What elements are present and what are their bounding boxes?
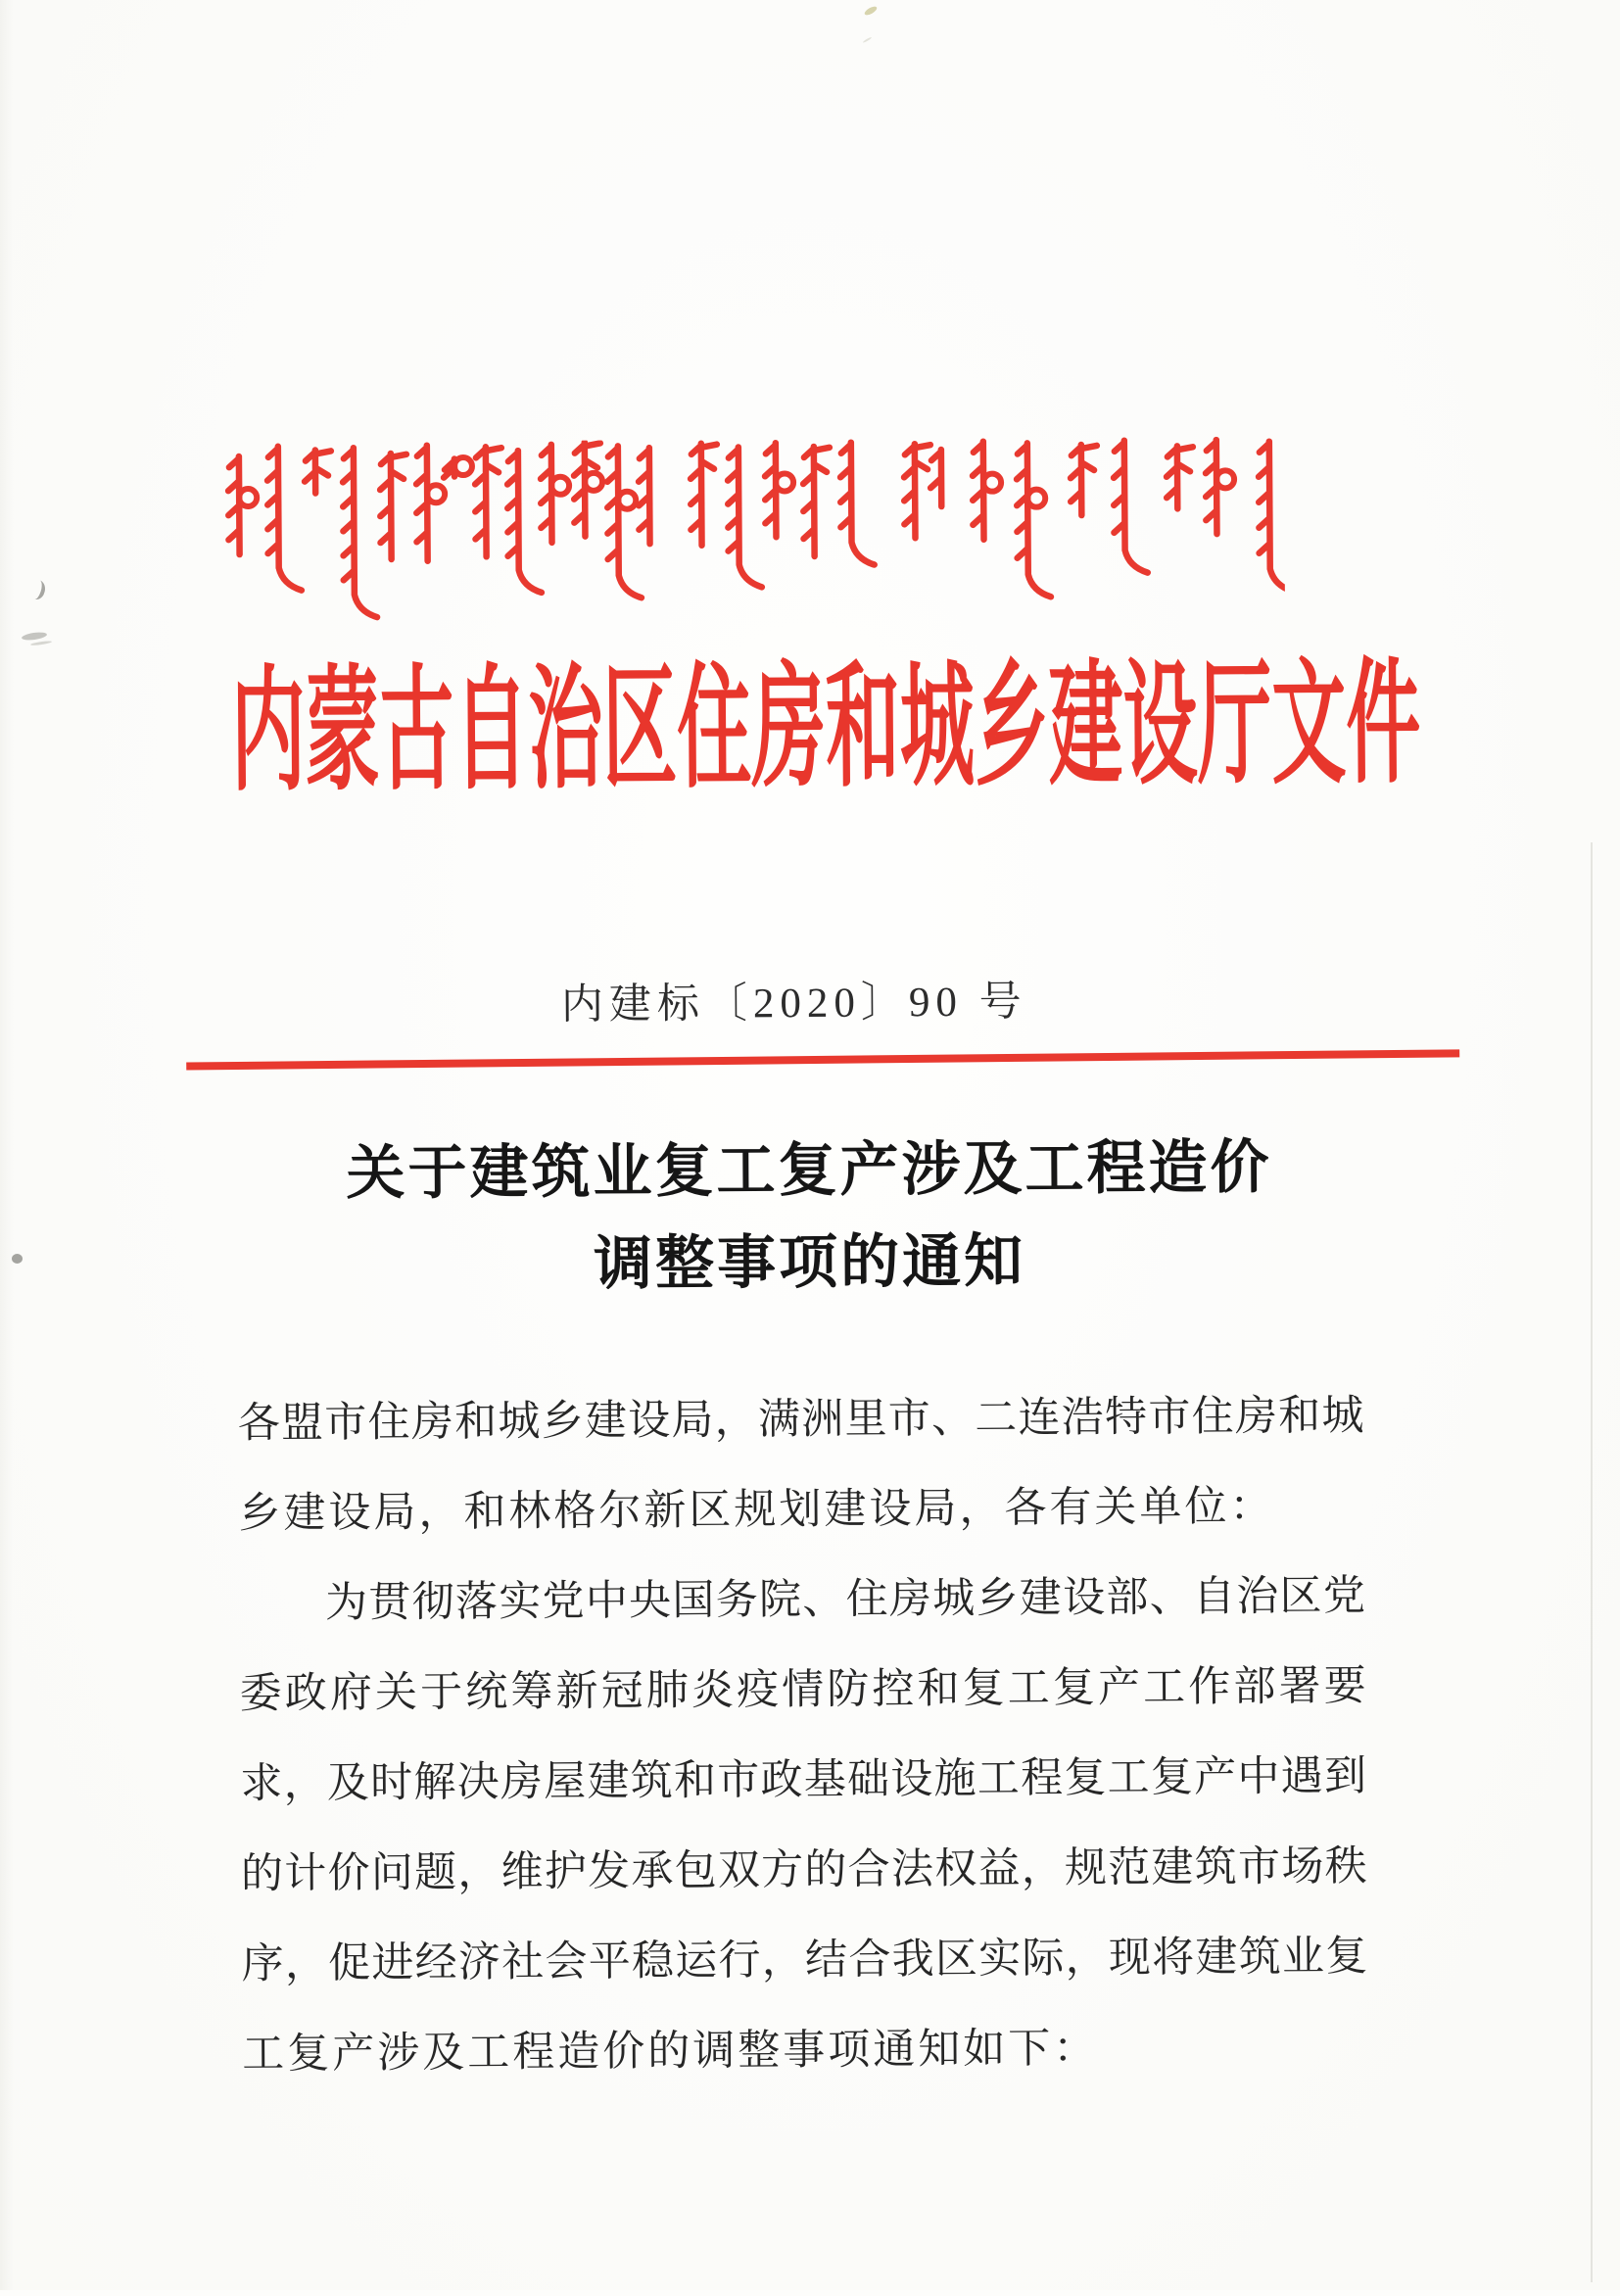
body-char: 济 bbox=[457, 1939, 501, 1986]
body-char: 浩 bbox=[1061, 1394, 1104, 1442]
body-char: 建 bbox=[1195, 1934, 1238, 1982]
body-char: 范 bbox=[1108, 1844, 1151, 1891]
body-char: ， bbox=[1021, 1845, 1064, 1892]
subject-title-line2: 调整事项的通知 bbox=[593, 1227, 1026, 1297]
body-char: 洲 bbox=[801, 1396, 844, 1444]
body-char: 于 bbox=[420, 1669, 463, 1716]
mongolian-script-glyphs bbox=[202, 436, 1285, 625]
body-char: 市 bbox=[324, 1400, 367, 1447]
body-line bbox=[241, 1912, 1368, 2010]
body-char: 国 bbox=[672, 1577, 715, 1624]
body-char: 、 bbox=[1149, 1574, 1192, 1621]
body-char: 二 bbox=[975, 1395, 1018, 1442]
body-char: 满 bbox=[757, 1397, 801, 1444]
body-text bbox=[237, 1371, 1368, 2100]
body-char: 、 bbox=[802, 1576, 845, 1624]
body-char: 经 bbox=[414, 1939, 457, 1986]
body-char: 平 bbox=[588, 1938, 631, 1985]
body-line bbox=[239, 1552, 1366, 1650]
body-char: 房 bbox=[410, 1399, 454, 1446]
body-char: 屋 bbox=[544, 1758, 587, 1805]
body-line bbox=[237, 1371, 1364, 1469]
body-char: 稳 bbox=[631, 1937, 675, 1985]
body-char: 央 bbox=[628, 1578, 672, 1625]
body-char: 住 bbox=[367, 1399, 410, 1447]
body-char: 计 bbox=[284, 1850, 327, 1897]
body-char: 自 bbox=[1192, 1573, 1236, 1621]
body-char: 到 bbox=[1323, 1753, 1367, 1800]
body-char: ， bbox=[284, 1940, 328, 1987]
subject-title-line1: 关于建筑业复工复产涉及工程造价 bbox=[346, 1133, 1272, 1207]
body-char: 委 bbox=[239, 1670, 282, 1718]
body-char: 炎 bbox=[691, 1667, 735, 1714]
body-char: 房 bbox=[500, 1758, 544, 1806]
body-char: 乡 bbox=[541, 1398, 584, 1445]
body-char: 政 bbox=[284, 1670, 328, 1717]
body-char: 工 bbox=[977, 1755, 1021, 1802]
body-char: 业 bbox=[1281, 1934, 1325, 1981]
body-line bbox=[240, 1732, 1367, 1830]
body-char: 为 bbox=[324, 1580, 368, 1627]
body-char: ， bbox=[283, 1760, 326, 1807]
body-char: 场 bbox=[1281, 1843, 1324, 1890]
body-char: 际 bbox=[1022, 1936, 1065, 1983]
subject-title bbox=[1, 1119, 1618, 1315]
body-char: 解 bbox=[413, 1759, 456, 1806]
body-char: 益 bbox=[977, 1845, 1021, 1892]
body-char: 里 bbox=[844, 1396, 887, 1443]
body-line bbox=[239, 1642, 1366, 1740]
body-char: 党 bbox=[542, 1578, 585, 1625]
body-char: 房 bbox=[888, 1576, 932, 1623]
body-char: 实 bbox=[977, 1936, 1022, 1983]
body-char: 、 bbox=[930, 1395, 975, 1443]
body-char: 及 bbox=[326, 1760, 370, 1807]
body-char: 局 bbox=[671, 1397, 714, 1444]
body-char: 院 bbox=[758, 1577, 802, 1624]
body-char: 筑 bbox=[630, 1757, 673, 1805]
body-char: 程 bbox=[1020, 1755, 1064, 1802]
org-title bbox=[230, 649, 1421, 808]
body-char: 产 bbox=[1194, 1753, 1237, 1801]
body-char: 价 bbox=[327, 1850, 370, 1897]
body-char: 情 bbox=[782, 1666, 825, 1714]
org-title-text: 内蒙古自治区住房和城乡建设厅文件 bbox=[230, 649, 1421, 808]
body-char: 促 bbox=[328, 1940, 371, 1987]
body-char: 建 bbox=[1151, 1844, 1194, 1891]
body-char: 结 bbox=[804, 1937, 848, 1985]
body-char: 序 bbox=[241, 1940, 284, 1988]
body-char: 政 bbox=[760, 1757, 803, 1804]
body-char: 住 bbox=[1191, 1393, 1234, 1441]
body-char: 双 bbox=[717, 1847, 761, 1894]
body-char: 房 bbox=[1234, 1393, 1278, 1440]
body-char: 作 bbox=[1188, 1664, 1231, 1711]
body-char: 复 bbox=[1064, 1754, 1107, 1802]
body-char: 工 bbox=[1143, 1664, 1186, 1711]
body-char: 市 bbox=[717, 1757, 760, 1804]
body-char: 遇 bbox=[1280, 1753, 1323, 1800]
body-char: 和 bbox=[673, 1757, 717, 1804]
body-char: 权 bbox=[934, 1845, 977, 1893]
body-char: 各 bbox=[237, 1400, 280, 1448]
body-char: 题 bbox=[413, 1849, 457, 1896]
body-char: 运 bbox=[675, 1937, 718, 1985]
body-char: 中 bbox=[1237, 1753, 1280, 1800]
body-char: 现 bbox=[1108, 1935, 1152, 1982]
body-char: 社 bbox=[501, 1938, 545, 1986]
body-char: 秩 bbox=[1324, 1843, 1367, 1890]
body-char: 统 bbox=[465, 1669, 508, 1716]
body-char: 法 bbox=[890, 1846, 934, 1893]
body-char: 肺 bbox=[645, 1667, 689, 1715]
body-char: 复 bbox=[1325, 1934, 1368, 1981]
body-char: 特 bbox=[1104, 1394, 1148, 1441]
body-char: 区 bbox=[1279, 1573, 1322, 1620]
body-char: 我 bbox=[891, 1937, 934, 1984]
body-char: 冠 bbox=[600, 1668, 643, 1715]
body-char: 区 bbox=[934, 1936, 978, 1984]
body-char: 城 bbox=[932, 1575, 976, 1623]
body-char: 设 bbox=[890, 1756, 933, 1803]
body-char: 和 bbox=[453, 1399, 498, 1446]
body-char: 承 bbox=[631, 1847, 674, 1895]
body-char: ， bbox=[1065, 1935, 1108, 1983]
body-char: 行 bbox=[718, 1937, 761, 1985]
body-char: 问 bbox=[370, 1849, 413, 1897]
body-char: 设 bbox=[628, 1398, 671, 1445]
body-char: 筑 bbox=[1194, 1843, 1237, 1891]
body-char: 建 bbox=[1019, 1575, 1062, 1622]
body-char: 求 bbox=[240, 1760, 283, 1808]
body-char: 时 bbox=[369, 1759, 413, 1807]
body-line: 工复产涉及工程造价的调整事项通知如下： bbox=[242, 2025, 1099, 2079]
body-char: 筑 bbox=[1238, 1934, 1281, 1981]
body-char: ， bbox=[714, 1397, 757, 1444]
body-char: 落 bbox=[454, 1579, 499, 1626]
body-char: 复 bbox=[962, 1665, 1005, 1712]
body-char: 署 bbox=[1278, 1663, 1321, 1710]
body-char: 维 bbox=[500, 1848, 544, 1896]
body-char: ， bbox=[457, 1849, 500, 1896]
body-char: 城 bbox=[1321, 1393, 1364, 1440]
body-char: 中 bbox=[585, 1578, 629, 1625]
body-char: 关 bbox=[374, 1669, 418, 1717]
scan-edge-line bbox=[1591, 842, 1593, 2282]
body-char: 复 bbox=[1052, 1664, 1096, 1712]
body-char: 新 bbox=[555, 1668, 598, 1715]
body-char: 合 bbox=[847, 1846, 890, 1893]
body-char: 会 bbox=[545, 1938, 588, 1985]
body-char: 设 bbox=[1062, 1574, 1106, 1622]
body-char: 建 bbox=[584, 1398, 628, 1445]
body-char: 的 bbox=[240, 1850, 284, 1898]
body-char: 党 bbox=[1322, 1573, 1366, 1620]
body-char: 将 bbox=[1152, 1935, 1195, 1982]
body-char: 产 bbox=[1097, 1664, 1141, 1711]
body-char: 工 bbox=[1007, 1665, 1050, 1712]
body-line: 乡建设局，和林格尔新区规划建设局，各有关单位： bbox=[238, 1483, 1275, 1538]
body-char: 础 bbox=[846, 1756, 890, 1803]
body-char: 进 bbox=[371, 1939, 414, 1987]
body-line bbox=[241, 1822, 1368, 1920]
body-char: 施 bbox=[933, 1755, 977, 1803]
body-char: 工 bbox=[1107, 1754, 1150, 1801]
body-char: 合 bbox=[848, 1937, 891, 1984]
body-char: 盟 bbox=[280, 1400, 324, 1447]
body-char: ， bbox=[761, 1937, 804, 1985]
red-divider-rule bbox=[186, 1049, 1459, 1070]
body-char: 乡 bbox=[976, 1575, 1019, 1622]
body-char: 筹 bbox=[510, 1668, 553, 1716]
body-char: 市 bbox=[1237, 1843, 1281, 1890]
body-char: 决 bbox=[456, 1759, 500, 1806]
doc-number: 内建标〔2020〕90 号 bbox=[560, 979, 1027, 1028]
body-char: 规 bbox=[1064, 1844, 1108, 1892]
body-char: 市 bbox=[1148, 1394, 1191, 1441]
scan-artifact-dot bbox=[12, 1254, 23, 1264]
body-char: 要 bbox=[1323, 1663, 1366, 1710]
body-char: 部 bbox=[1233, 1663, 1276, 1710]
body-char: 的 bbox=[804, 1846, 847, 1894]
body-char: 护 bbox=[544, 1848, 588, 1895]
mongolian-script-banner bbox=[202, 436, 1285, 625]
body-char: 务 bbox=[715, 1577, 758, 1624]
body-char: 包 bbox=[674, 1847, 717, 1894]
body-char: 疫 bbox=[736, 1667, 780, 1714]
body-char: 城 bbox=[498, 1398, 541, 1446]
body-char: 市 bbox=[887, 1396, 930, 1443]
body-char: 彻 bbox=[411, 1579, 454, 1626]
body-char: 治 bbox=[1236, 1573, 1279, 1620]
body-char: 基 bbox=[803, 1756, 846, 1804]
body-char: 控 bbox=[872, 1666, 915, 1713]
body-char: 复 bbox=[1150, 1754, 1194, 1801]
body-char: 建 bbox=[587, 1758, 630, 1805]
body-char: 实 bbox=[499, 1578, 542, 1626]
body-char: 连 bbox=[1018, 1395, 1061, 1442]
body-char: 府 bbox=[329, 1670, 373, 1717]
body-char: 防 bbox=[827, 1666, 870, 1713]
body-char: 部 bbox=[1106, 1574, 1149, 1621]
body-char: 贯 bbox=[368, 1579, 411, 1627]
body-char: 和 bbox=[917, 1665, 960, 1713]
body-char: 发 bbox=[587, 1848, 631, 1895]
body-char: 住 bbox=[845, 1576, 888, 1623]
body-char: 和 bbox=[1277, 1393, 1321, 1440]
body-char: 方 bbox=[761, 1847, 804, 1894]
